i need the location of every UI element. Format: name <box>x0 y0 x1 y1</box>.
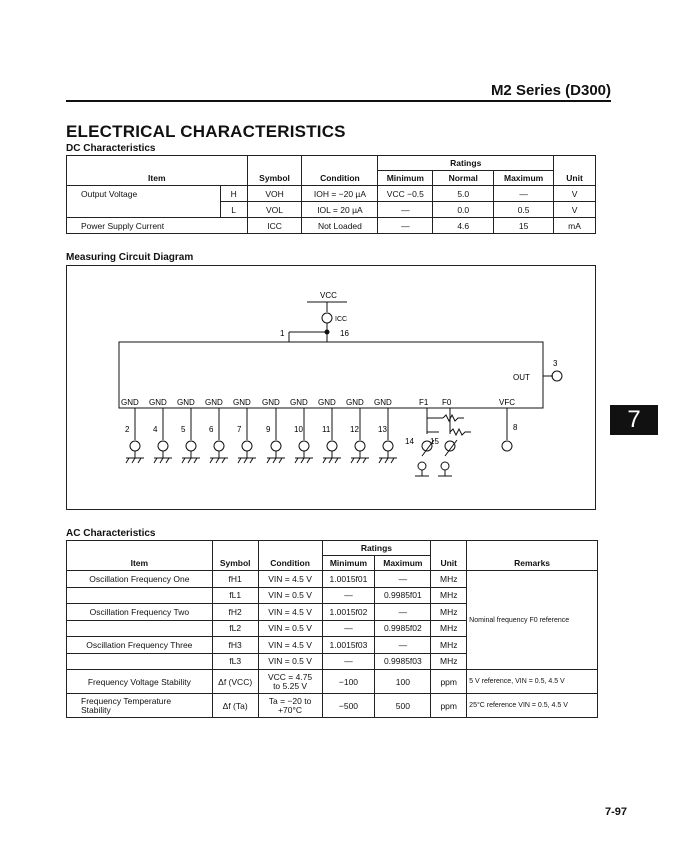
dc-hdr-min: Minimum <box>378 171 433 186</box>
ac-item: Oscillation Frequency Three <box>67 637 213 654</box>
ground-symbol <box>329 458 332 463</box>
gnd-label: GND <box>374 398 392 407</box>
ground-symbol <box>132 458 135 463</box>
pin1-label: 1 <box>280 329 285 338</box>
ac-hdr-ratings: Ratings <box>322 541 431 556</box>
ac-item <box>67 620 213 637</box>
ac-remark: Nominal frequency F0 reference <box>467 571 598 670</box>
dc-item: Output Voltage <box>67 186 221 218</box>
dc-item: Power Supply Current <box>67 218 248 234</box>
dc-symbol: ICC <box>247 218 302 234</box>
dc-symbol: VOH <box>247 186 302 202</box>
ground-symbol <box>391 458 394 463</box>
gnd-pin-number: 4 <box>153 425 158 434</box>
ground-symbol <box>357 458 360 463</box>
ac-unit: ppm <box>431 670 467 694</box>
section-tab: 7 <box>610 405 658 435</box>
ac-item <box>67 587 213 604</box>
ac-max: — <box>375 637 431 654</box>
ground-symbol <box>250 458 253 463</box>
gnd-label: GND <box>149 398 167 407</box>
ac-condition-line: +70°C <box>278 704 303 715</box>
page-title: ELECTRICAL CHARACTERISTICS <box>66 122 346 141</box>
table-row <box>67 186 596 202</box>
ground-symbol <box>222 458 225 463</box>
ground-symbol <box>267 458 270 463</box>
dc-min: — <box>378 202 433 218</box>
table-row <box>67 670 598 694</box>
out-label: OUT <box>513 373 530 382</box>
ac-condition: VIN = 0.5 V <box>258 587 322 604</box>
pin14-label: 14 <box>405 437 414 446</box>
ac-min: 1.0015f01 <box>322 571 375 588</box>
ac-item-line: Stability <box>81 704 111 715</box>
ac-unit: MHz <box>431 653 467 670</box>
icc-label: ICC <box>335 316 348 323</box>
ac-unit: MHz <box>431 571 467 588</box>
ac-unit: ppm <box>431 694 467 718</box>
pin16-label: 16 <box>340 329 349 338</box>
ammeter-icon <box>322 313 332 323</box>
gnd-pin-number: 5 <box>181 425 186 434</box>
test-point-icon <box>327 441 337 451</box>
test-point-icon <box>242 441 252 451</box>
dc-max: 15 <box>494 218 554 234</box>
ground-symbol <box>182 458 185 463</box>
gnd-pin-number: 12 <box>350 425 359 434</box>
test-point-icon <box>186 441 196 451</box>
test-point-icon <box>383 441 393 451</box>
test-point-icon <box>130 441 140 451</box>
ac-min: −500 <box>322 694 375 718</box>
ac-unit: MHz <box>431 587 467 604</box>
dc-hdr-condition: Condition <box>302 156 378 186</box>
ac-symbol: fH3 <box>212 637 258 654</box>
gnd-label: GND <box>177 398 195 407</box>
dc-condition: IOL = 20 µA <box>302 202 378 218</box>
ac-symbol: Δf (VCC) <box>212 670 258 694</box>
ac-item <box>67 694 213 718</box>
gnd-pin-number: 10 <box>294 425 303 434</box>
ground-symbol <box>307 458 310 463</box>
ground-symbol <box>216 458 219 463</box>
series-header: M2 Series (D300) <box>490 82 611 99</box>
ac-table <box>66 540 598 718</box>
dc-heading: DC Characteristics <box>66 143 156 154</box>
ground-symbol <box>138 458 141 463</box>
gnd-pin-number: 6 <box>209 425 214 434</box>
dc-normal: 0.0 <box>433 202 494 218</box>
dc-normal: 4.6 <box>433 218 494 234</box>
dc-unit: mA <box>554 218 596 234</box>
ac-condition <box>258 670 322 694</box>
ac-heading: AC Characteristics <box>66 528 156 539</box>
ground-symbol <box>351 458 354 463</box>
ground-symbol <box>154 458 157 463</box>
ac-hdr-max: Maximum <box>375 556 431 571</box>
gnd-label: GND <box>205 398 223 407</box>
gnd-label: GND <box>290 398 308 407</box>
dc-unit: V <box>554 186 596 202</box>
ac-condition: VIN = 4.5 V <box>258 604 322 621</box>
diagram-heading: Measuring Circuit Diagram <box>66 252 194 263</box>
ac-unit: MHz <box>431 620 467 637</box>
dc-hl: H <box>220 186 247 202</box>
ac-item-line: Frequency Temperature <box>81 695 172 706</box>
ac-condition-line: VCC = 4.75 <box>267 671 313 682</box>
gnd-label: GND <box>121 398 139 407</box>
ground-symbol <box>244 458 247 463</box>
f0-label: F0 <box>442 398 452 407</box>
ac-symbol: fL1 <box>212 587 258 604</box>
ac-max: 100 <box>375 670 431 694</box>
dc-condition: Not Loaded <box>302 218 378 234</box>
dc-hdr-normal: Normal <box>433 171 494 186</box>
ac-max: — <box>375 604 431 621</box>
table-row <box>67 218 596 234</box>
ground-symbol <box>166 458 169 463</box>
ground-symbol <box>273 458 276 463</box>
ground-symbol <box>335 458 338 463</box>
ac-symbol: fL2 <box>212 620 258 637</box>
dc-condition: IOH = −20 µA <box>302 186 378 202</box>
dc-min: — <box>378 218 433 234</box>
page-number: 7-97 <box>604 806 627 818</box>
ac-unit: MHz <box>431 604 467 621</box>
ac-min: −100 <box>322 670 375 694</box>
ac-symbol: fH2 <box>212 604 258 621</box>
dc-min: VCC −0.5 <box>378 186 433 202</box>
ac-hdr-condition: Condition <box>258 541 322 571</box>
dc-symbol: VOL <box>247 202 302 218</box>
ground-symbol <box>363 458 366 463</box>
dc-hdr-max: Maximum <box>494 171 554 186</box>
ac-max: 0.9985f01 <box>375 587 431 604</box>
dc-normal: 5.0 <box>433 186 494 202</box>
ac-condition: VIN = 0.5 V <box>258 653 322 670</box>
ac-hdr-unit: Unit <box>431 541 467 571</box>
pin15-label: 15 <box>430 437 439 446</box>
ac-min: — <box>322 620 375 637</box>
ground-symbol <box>238 458 241 463</box>
ac-max: 500 <box>375 694 431 718</box>
ac-item: Oscillation Frequency Two <box>67 604 213 621</box>
ac-condition: VIN = 4.5 V <box>258 571 322 588</box>
table-row <box>67 571 598 588</box>
ac-symbol: fL3 <box>212 653 258 670</box>
ground-symbol <box>385 458 388 463</box>
ground-symbol <box>160 458 163 463</box>
gnd-pin-number: 7 <box>237 425 242 434</box>
vfc-label: VFC <box>499 398 515 407</box>
dc-hdr-ratings: Ratings <box>378 156 554 171</box>
dc-table <box>66 155 596 234</box>
ac-condition: VIN = 4.5 V <box>258 637 322 654</box>
ac-condition: VIN = 0.5 V <box>258 620 322 637</box>
dc-max: 0.5 <box>494 202 554 218</box>
ac-condition <box>258 694 322 718</box>
ground-symbol <box>126 458 129 463</box>
ac-item: Oscillation Frequency One <box>67 571 213 588</box>
gnd-label: GND <box>262 398 280 407</box>
ac-symbol: fH1 <box>212 571 258 588</box>
dc-hdr-symbol: Symbol <box>247 156 302 186</box>
ac-item: Frequency Voltage Stability <box>67 670 213 694</box>
test-point-icon <box>299 441 309 451</box>
pin3-label: 3 <box>553 359 558 368</box>
ground-symbol <box>295 458 298 463</box>
ac-unit: MHz <box>431 637 467 654</box>
gnd-pin-number: 13 <box>378 425 387 434</box>
ac-remark: 25°C reference VIN = 0.5, 4.5 V <box>467 694 598 718</box>
pin8-label: 8 <box>513 423 518 432</box>
ac-symbol: Δf (Ta) <box>212 694 258 718</box>
ground-symbol <box>188 458 191 463</box>
circuit-diagram-frame <box>66 265 596 510</box>
ac-max: 0.9985f03 <box>375 653 431 670</box>
ac-max: — <box>375 571 431 588</box>
test-point-icon <box>158 441 168 451</box>
test-point-icon <box>271 441 281 451</box>
ac-min: — <box>322 653 375 670</box>
test-point-icon <box>214 441 224 451</box>
dc-hl: L <box>220 202 247 218</box>
ac-min: 1.0015f02 <box>322 604 375 621</box>
gnd-label: GND <box>346 398 364 407</box>
ground-symbol <box>194 458 197 463</box>
ac-item <box>67 653 213 670</box>
gnd-pin-number: 9 <box>266 425 271 434</box>
circuit-diagram <box>67 266 597 511</box>
test-point-icon <box>355 441 365 451</box>
gnd-label: GND <box>233 398 251 407</box>
ground-symbol <box>379 458 382 463</box>
header-rule <box>66 100 611 102</box>
ground-symbol <box>279 458 282 463</box>
ac-hdr-symbol: Symbol <box>212 541 258 571</box>
vcc-label: VCC <box>320 291 337 300</box>
ac-condition-line: Ta = −20 to <box>268 695 312 706</box>
ac-max: 0.9985f02 <box>375 620 431 637</box>
ac-remark: 5 V reference, VIN = 0.5, 4.5 V <box>467 670 598 694</box>
gnd-label: GND <box>318 398 336 407</box>
ground-symbol <box>323 458 326 463</box>
table-row <box>67 694 598 718</box>
ac-hdr-remarks: Remarks <box>467 541 598 571</box>
gnd-pin-number: 2 <box>125 425 130 434</box>
ac-hdr-item: Item <box>67 541 213 571</box>
gnd-pin-number: 11 <box>322 425 331 434</box>
ac-min: 1.0015f03 <box>322 637 375 654</box>
dc-max: — <box>494 186 554 202</box>
ground-symbol <box>301 458 304 463</box>
dc-hdr-unit: Unit <box>554 156 596 186</box>
ground-symbol <box>210 458 213 463</box>
dc-hdr-item: Item <box>67 156 248 186</box>
dc-unit: V <box>554 202 596 218</box>
ac-min: — <box>322 587 375 604</box>
ac-hdr-min: Minimum <box>322 556 375 571</box>
ac-condition-line: to 5.25 V <box>273 680 308 691</box>
f1-label: F1 <box>419 398 429 407</box>
